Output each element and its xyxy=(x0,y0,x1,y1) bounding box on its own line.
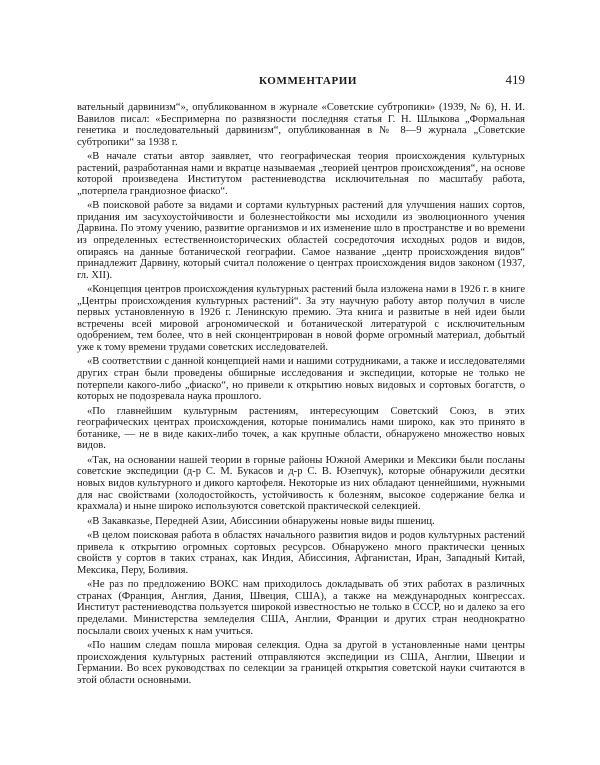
running-title: КОММЕНТАРИИ xyxy=(259,75,358,87)
paragraph: «В начале статьи автор заявляет, что географическая теория происхождения культурных растений, разработанная нами и вкратце называемая „теорией центров происхождения“, на основе которой произведена Институтом растениеводства исключительная по масштабу работа, „потерпела грандиозное фиаско“. xyxy=(77,151,525,197)
paragraph: «Не раз по предложению ВОКС нам приходилось докладывать об этих работах в различных странах (Франция, Англия, Дания, Швеция, США), а также на международных конгрессах. Институт растениеводства пользуется широкой известностью не только в СССР, но и далеко за его пределами. Министерства земледелия США, Англии, Франции и других стран неоднократно посылали своих ученых к нам учиться. xyxy=(77,579,525,637)
paragraph: «В поисковой работе за видами и сортами культурных растений для улучшения наших сортов, придания им засухоустойчивости и болезнестойкости мы исходили из эволюционного учения Дарвина. По этому учению, развитие организмов и их изменение шло в пространстве и во времени из определенных естественноисторических областей сосредоточия исходных родов и видов, опираясь на данные ботанической географии. Самое название „центр происхождения видов“ принадлежит Дарвину, который считал положение о центрах происхождения видов законом (1937, гл. XII). xyxy=(77,200,525,281)
paragraph: «По главнейшим культурным растениям, интересующим Советский Союз, в этих географических центрах происхождения, которые понимались нами широко, как это принято в ботанике, — не в виде каких-либо точек, а как крупные области, обнаружено множество новых видов. xyxy=(77,405,525,452)
paragraph: «По нашим следам пошла мировая селекция. Одна за другой в установленные нами центры происхождения культурных растений отправляются экспедиции из США, Англии, Швеции и Германии. Во всех руководствах по селекции за границей открытия советской науки считаются в этой области основными. xyxy=(77,640,525,686)
paragraph: «Концепция центров происхождения культурных растений была изложена нами в 1926 г. в книге „Центры происхождения культурных растений“. За эту научную работу автор получил в числе первых установленную в 1926 г. Ленинскую премию. Эта книга и развитые в ней идеи были встречены всей мировой агрономической и ботанической литературой с исключительным одобрением, тем более, что в ней сконцентрирован в новой форме огромный материал, добытый уже к тому времени трудами советских исследователей. xyxy=(77,284,525,353)
running-head xyxy=(77,72,525,92)
book-page xyxy=(77,72,525,689)
paragraph: «В Закавказье, Передней Азии, Абиссинии обнаружены новые виды пшениц. xyxy=(87,515,435,527)
paragraph: «Так, на основании нашей теории в горные районы Южной Америки и Мексики были посланы советские экспедиции (д-р С. М. Букасов и д-р С. В. Юзепчук), которые обнаружили десятки новых видов культурного и дикого картофеля. Некоторые из них обладают ценнейшими, нужными для нас свойствами (холодостойкость, устойчивость к болезням, высокое содержание белка и крахмала) и ныне широко используются советской практической селекцией. xyxy=(77,454,525,513)
paragraph: «В соответствии с данной концепцией нами и нашими сотрудниками, а также и исследователями других стран были проведены обширные исследования и экспедиции, которые не только не потерпели какого-либо „фиаско“, но привели к открытию новых видовых и сортовых богатств, о которых не подозревала наука прошлого. xyxy=(77,356,525,403)
paragraph: «В целом поисковая работа в областях начального развития видов и родов культурных растений привела к открытию огромных сортовых ресурсов. Обнаружено много практически ценных свойств у сортов в таких странах, как Индия, Абиссиния, Афганистан, Иран, Западный Китай, Мексика, Перу, Боливия. xyxy=(77,530,525,576)
body-text xyxy=(77,102,525,686)
page-number: 419 xyxy=(505,72,525,87)
paragraph: вательный дарвинизм“», опубликованном в журнале «Советские субтропики» (1939, № 6), Н. И. Вавилов писал: «Беспримерна по развязности последняя статья Г. Н. Шлыкова „Формальная генетика и последовательный дарвинизм“, опубликованная в № 8—9 журнала „Советские субтропики“ за 1938 г. xyxy=(77,102,525,148)
